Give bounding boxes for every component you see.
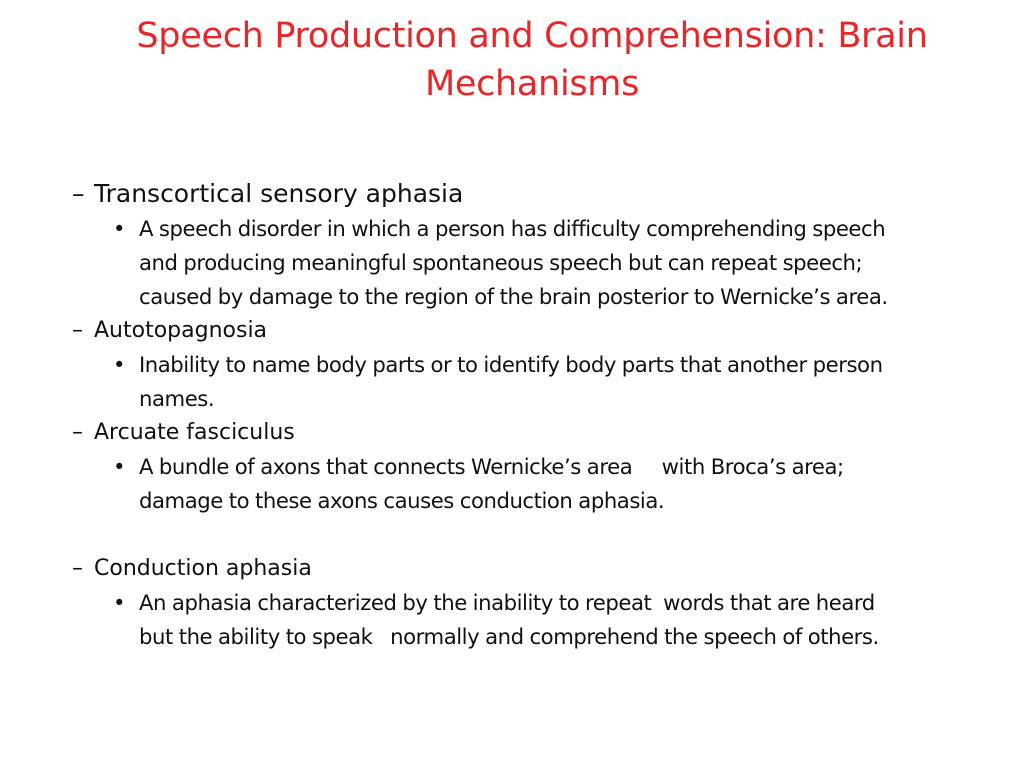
definition-conduction-aphasia [60,586,1010,654]
topic-label: Transcortical sensory aphasia [94,179,464,208]
definition-line: names. [139,386,215,411]
slide-content [60,176,1010,654]
topic-label: Conduction aphasia [94,556,312,581]
dash-marker: – [72,420,83,445]
title-line-2: Mechanisms [424,64,640,104]
spacer [60,518,1010,552]
definition-line: A speech disorder in which a person has difficulty comprehending speech [139,216,886,241]
dash-marker: – [72,318,83,343]
definition-line: damage to these axons causes conduction aphasia. [139,488,665,513]
topic-autotopagnosia [60,314,1010,348]
definition-line: and producing meaningful spontaneous speech but can repeat speech; [139,250,863,275]
topic-conduction-aphasia [60,552,1010,586]
definition-line: but the ability to speak normally and comprehend the speech of others. [139,624,879,649]
definition-transcortical-sensory-aphasia [60,212,1010,314]
bullet-marker: • [113,216,126,241]
topic-arcuate-fasciculus [60,416,1010,450]
definition-line: caused by damage to the region of the brain posterior to Wernicke’s area. [139,284,888,309]
dash-marker: – [72,179,85,208]
topic-label: Autotopagnosia [94,318,268,343]
slide-title [60,12,1004,108]
topic-label: Arcuate fasciculus [94,420,295,445]
topic-transcortical-sensory-aphasia [60,176,1010,212]
definition-line: Inability to name body parts or to identify body parts that another person [139,352,883,377]
bullet-marker: • [113,352,126,377]
definition-line: A bundle of axons that connects Wernicke’s area with Broca’s area; [139,454,844,479]
dash-marker: – [72,556,83,581]
bullet-marker: • [113,454,126,479]
definition-arcuate-fasciculus [60,450,1010,518]
definition-autotopagnosia [60,348,1010,416]
definition-line: An aphasia characterized by the inability to repeat words that are heard [139,590,875,615]
bullet-marker: • [113,590,126,615]
title-line-1: Speech Production and Comprehension: Brain [136,16,928,56]
